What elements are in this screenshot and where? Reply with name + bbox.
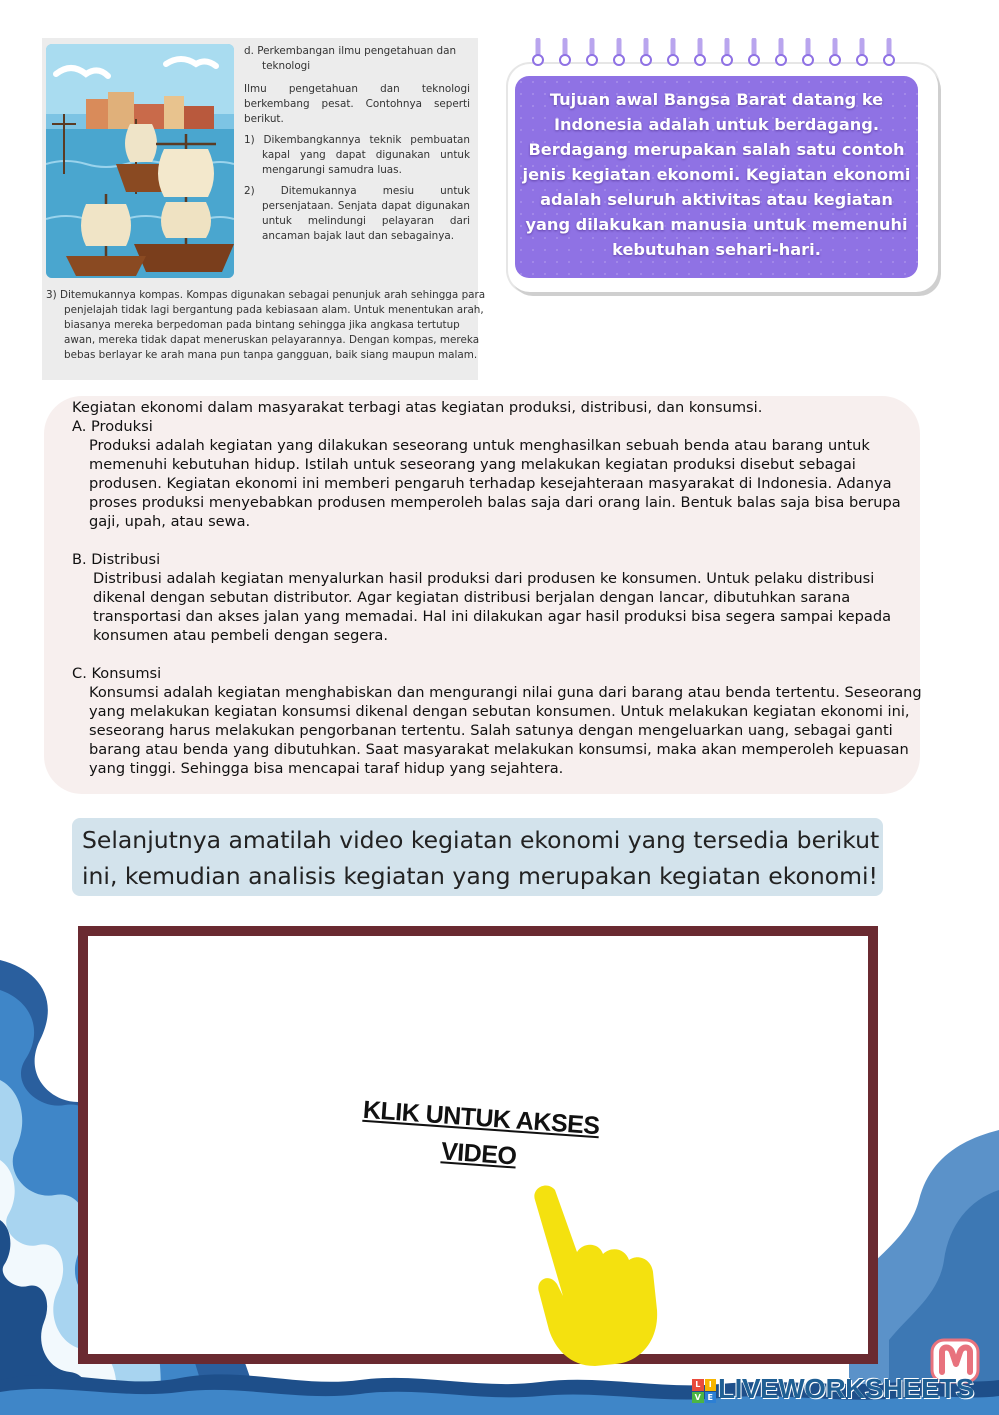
section-c-title: C. Konsumsi xyxy=(72,665,162,682)
pointing-hand-icon[interactable] xyxy=(525,1180,665,1370)
liveworksheets-brand-text: LIVEWORKSHEETS xyxy=(718,1373,974,1404)
section-c-body: Konsumsi adalah kegiatan menghabiskan dan mengurangi nilai guna dari barang atau benda tertentu. Seseorang yang melakukan kegiatan konsumsi dikenal dengan sebutan konsumen. Untuk melakukan kegiatan ekonomi ini, seseorang harus melakukan pengorbanan tertentu. Salah satunya dengan mengeluarkan uang, sebagai ganti barang atau benda yang dibutuhkan. Saat masyarakat melakukan konsumsi, maka akan memperoleh kepuasan yang tinggi. Sehingga bisa mencapai taraf hidup yang sejahtera. xyxy=(89,684,922,777)
book-item-3: 3) Ditemukannya kompas. Kompas digunakan sebagai penunjuk arah sehingga para penjelajah tidak lagi bergantung pada kebiasaan alam. Untuk menentukan arah, biasanya mereka berpedoman pada bintang sehingga jika angkasa tertutup awan, mereka tidak dapat meneruskan pelayarannya. Dengan kompas, mereka bebas berlayar ke arah mana pun tanpa gangguan, baik siang maupun malam. xyxy=(46,289,486,361)
section-a-body: Produksi adalah kegiatan yang dilakukan seseorang untuk menghasilkan sebuah benda atau barang untuk memenuhi kebutuhan hidup. Istilah untuk seseorang yang melakukan kegiatan produksi disebut sebagai produsen. Kegiatan ekonomi ini memberi pengaruh terhadap kesejahteraan masyarakat di Indonesia. Adanya proses produksi menyebabkan produsen memperoleh balas saja dari orang lain. Bentuk balas saja bisa berupa gaji, upah, atau sewa. xyxy=(89,437,901,530)
video-label-line-1[interactable]: KLIK UNTUK AKSES xyxy=(362,1095,601,1141)
textbook-excerpt xyxy=(42,38,486,380)
section-b-title: B. Distribusi xyxy=(72,551,161,568)
note-text: Tujuan awal Bangsa Barat datang ke Indonesia adalah untuk berdagang. Berdagang merupakan salah satu contoh jenis kegiatan ekonomi. Kegiatan ekonomi adalah seluruh aktivitas atau kegiatan yang dilakukan manusia untuk memenuhi kebutuhan sehari-hari. xyxy=(522,90,911,259)
cube-letter-e: E xyxy=(705,1392,717,1404)
liveworksheets-cube-icon xyxy=(692,1379,716,1403)
instruction-text: Selanjutnya amatilah video kegiatan ekonomi yang tersedia berikut ini, kemudian analisis kegiatan yang merupakan kegiatan ekonomi! xyxy=(82,826,880,890)
book-section-heading: d. Perkembangan ilmu pengetahuan dan teknologi xyxy=(244,45,457,72)
notebook-rings-decoration xyxy=(530,38,910,68)
cube-letter-v: V xyxy=(692,1392,704,1404)
main-intro: Kegiatan ekonomi dalam masyarakat terbagi atas kegiatan produksi, distribusi, dan konsumsi. xyxy=(72,399,763,416)
book-intro-text: Ilmu pengetahuan dan teknologi berkembang pesat. Contohnya seperti berikut. xyxy=(244,83,470,125)
book-item-1: 1) Dikembangkannya teknik pembuatan kapal yang dapat digunakan untuk mengarungi samudra luas. xyxy=(244,134,470,176)
section-a-title: A. Produksi xyxy=(72,418,153,435)
book-item-2: 2) Ditemukannya mesiu untuk persenjataan. Senjata dapat digunakan untuk melindungi pelayaran dari ancaman bajak laut dan sebagainya. xyxy=(244,185,470,242)
economic-activities-text xyxy=(72,398,928,778)
section-b-body: Distribusi adalah kegiatan menyalurkan hasil produksi dari produsen ke konsumen. Untuk pelaku distribusi dikenal dengan sebutan distributor. Agar kegiatan distribusi berjalan dengan lancar, dibutuhkan sarana transportasi dan akses jalan yang memadai. Hal ini dilakukan agar hasil produksi bisa segera sampai kepada konsumen atau pembeli dengan segera. xyxy=(93,570,892,644)
cube-letter-i: I xyxy=(705,1379,717,1391)
video-label-line-2[interactable]: VIDEO xyxy=(440,1137,518,1171)
sailing-ships-illustration xyxy=(46,44,234,278)
cube-letter-l: L xyxy=(692,1379,704,1391)
book-right-column xyxy=(244,44,470,250)
